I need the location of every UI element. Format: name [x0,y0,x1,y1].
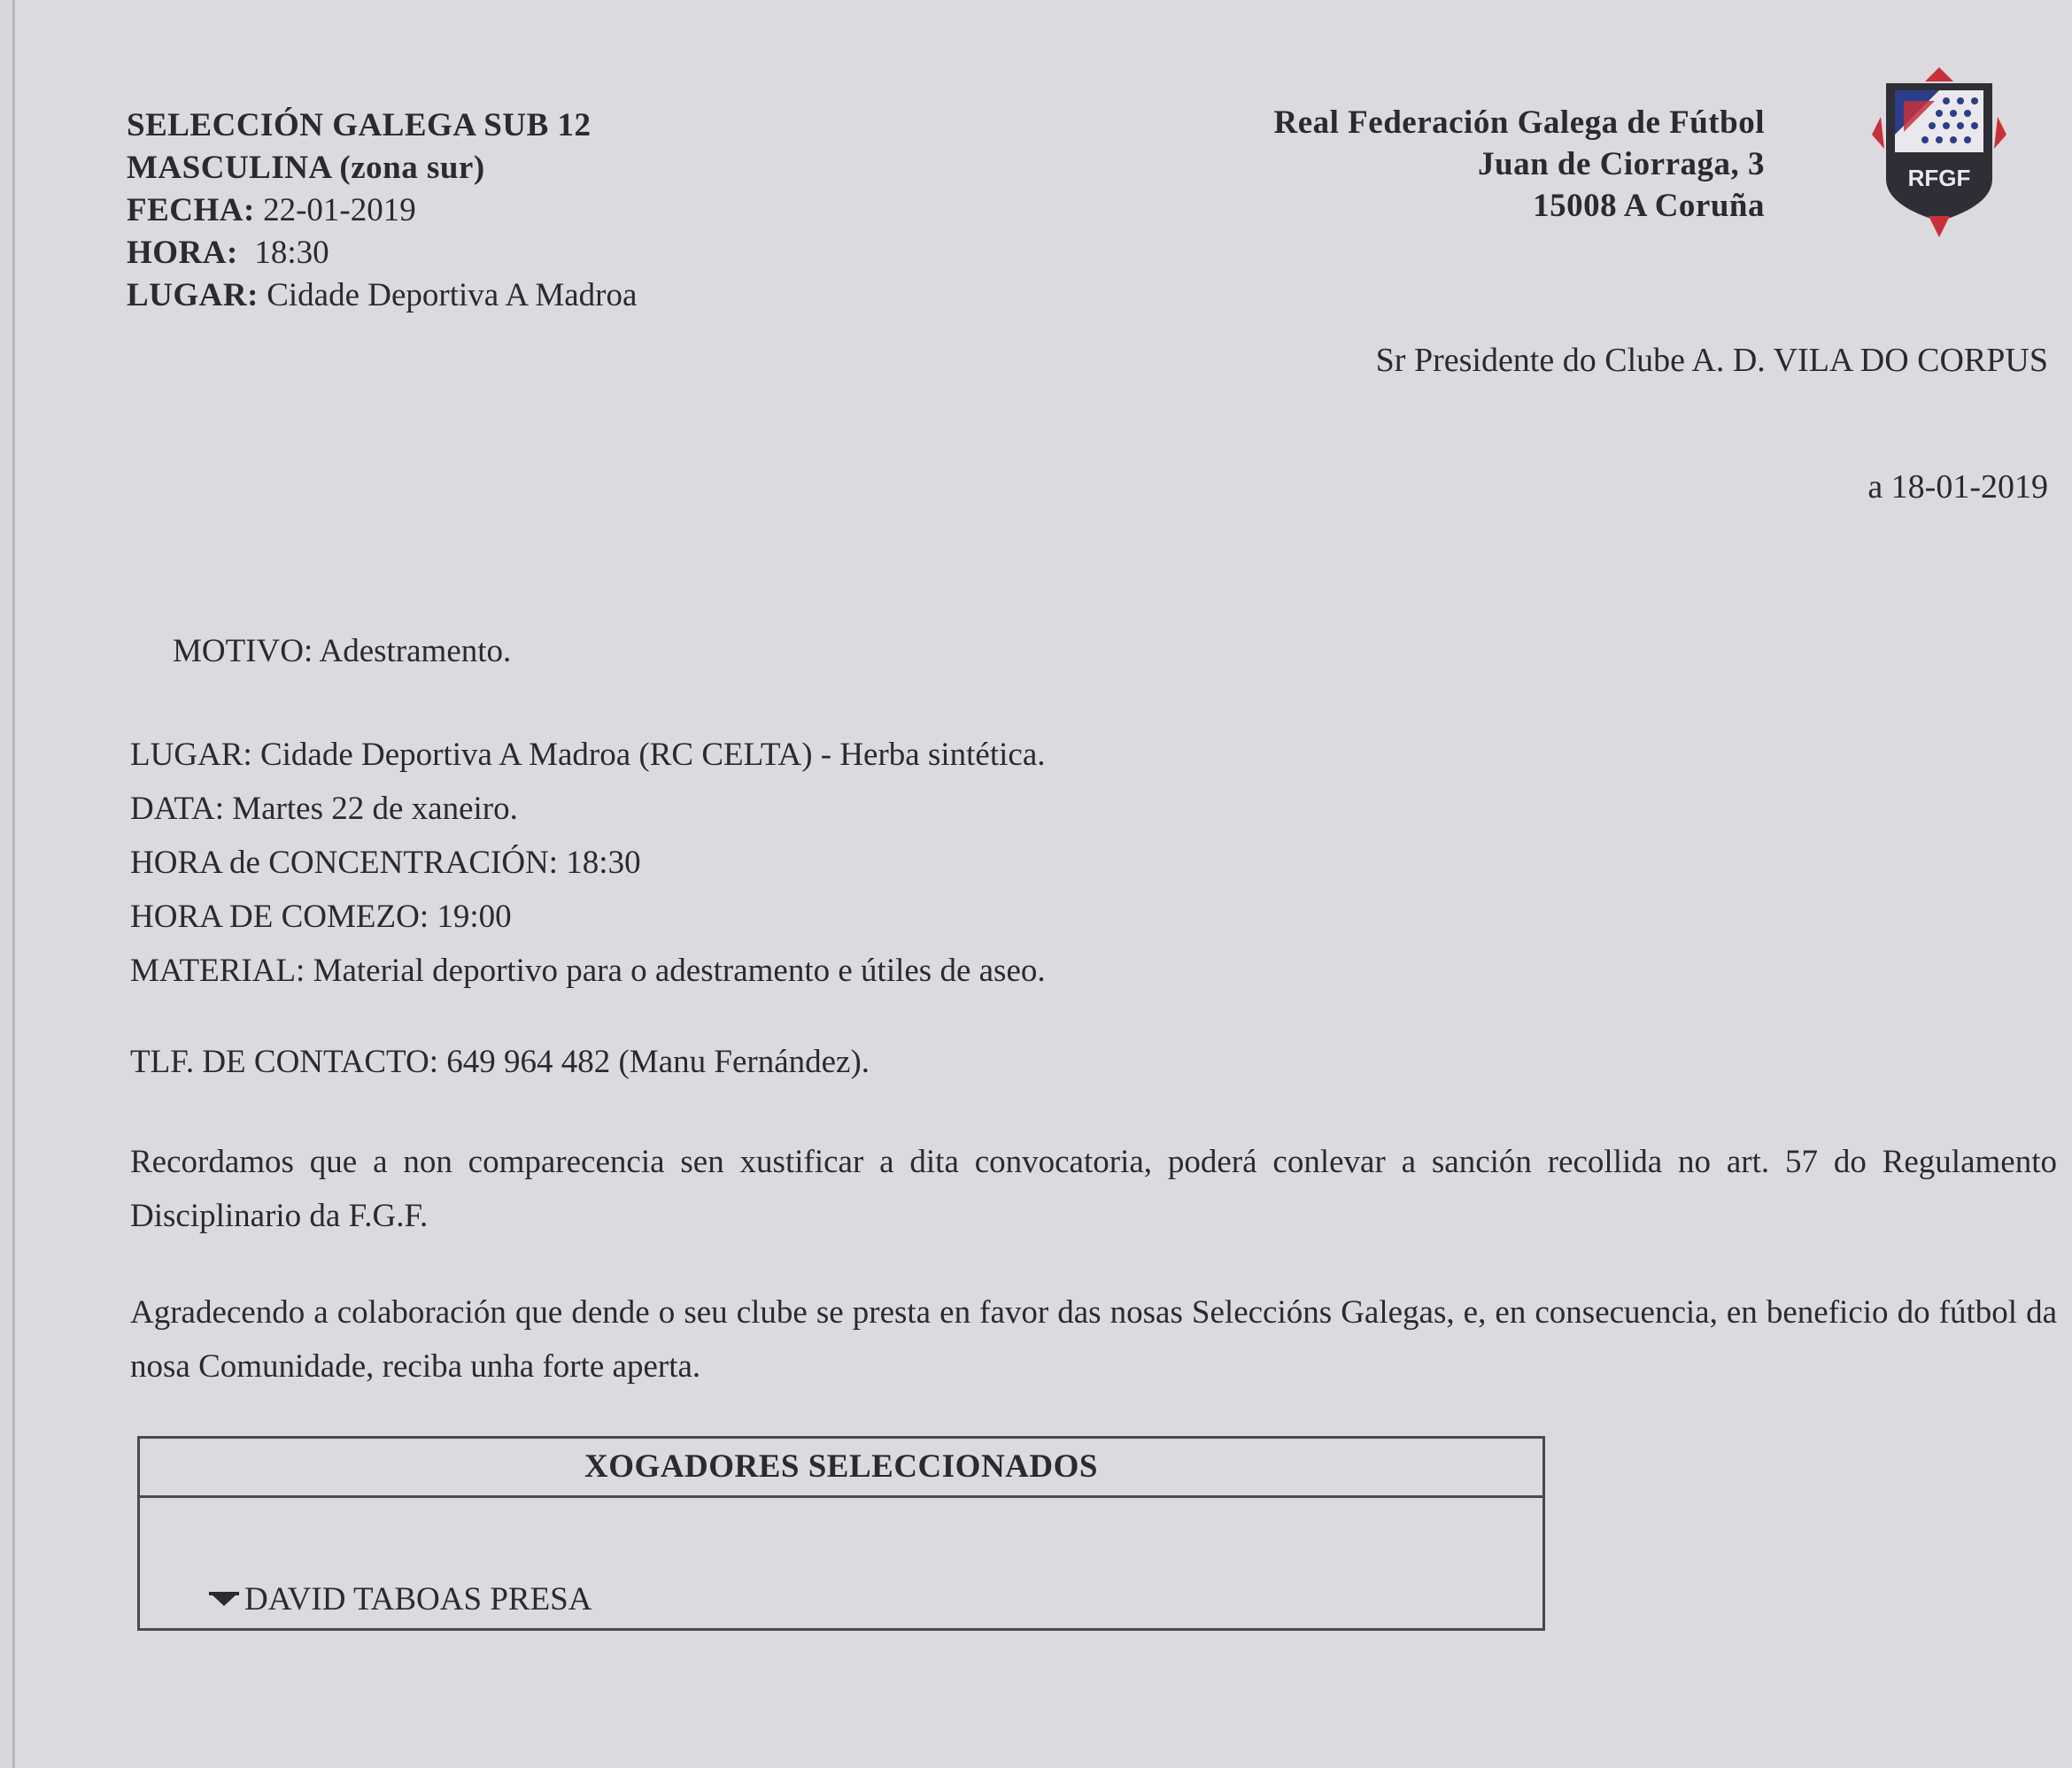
motivo-line: MOTIVO: Adestramento. [173,633,512,669]
lugar-label: LUGAR: [127,277,259,313]
recipient-line: Sr Presidente do Clube A. D. VILA DO CORPUS [1375,342,2048,379]
federation-name: Real Federación Galega de Fútbol [1273,104,1765,141]
logo-text: RFGF [1907,165,1971,191]
header-right [1274,102,1766,227]
detail-hora-concentracion: HORA de CONCENTRACIÓN: 18:30 [130,845,641,881]
player-list-item [209,1580,591,1622]
lugar-value: Cidade Deportiva A Madroa [267,277,638,313]
player-name: DAVID TABOAS PRESA [244,1581,592,1617]
detail-lugar: LUGAR: Cidade Deportiva A Madroa (RC CELTA) - Herba sintética. [130,737,1046,773]
rfgf-logo-icon [1868,64,2010,241]
event-details [130,728,1046,998]
document-page [12,0,2072,1768]
fecha-label: FECHA: [127,192,255,228]
hora-value: 18:30 [254,235,329,271]
thanks-paragraph: Agradecendo a colaboración que dende o seu clube se presta en favor das nosas Seleccións Galegas, e, en consecuencia, en beneficio do fútbol da nosa Comunidade, reciba unha forte aperta. [130,1294,2057,1385]
hora-label: HORA: [127,235,238,271]
arrow-bullet-icon [209,1583,244,1622]
fecha-value: 22-01-2019 [263,192,416,228]
selection-category: MASCULINA (zona sur) [127,150,485,186]
players-table [137,1436,1545,1631]
federation-street: Juan de Ciorraga, 3 [1478,146,1765,182]
letter-date: a 18-01-2019 [1867,468,2048,506]
detail-material: MATERIAL: Material deportivo para o adestramento e útiles de aseo. [130,953,1046,989]
header-left [127,104,637,317]
detail-data: DATA: Martes 22 de xaneiro. [130,791,518,827]
selection-title: SELECCIÓN GALEGA SUB 12 [127,107,591,143]
players-table-header: XOGADORES SELECCIONADOS [140,1439,1542,1498]
sanction-paragraph: Recordamos que a non comparecencia sen xustificar a dita convocatoria, poderá conlevar a sanción recollida no art. 57 do Regulamento Disciplinario da F.G.F. [130,1144,2057,1234]
contact-line: TLF. DE CONTACTO: 649 964 482 (Manu Fernández). [130,1044,870,1080]
detail-hora-comezo: HORA DE COMEZO: 19:00 [130,899,512,935]
federation-city: 15008 A Coruña [1533,188,1765,224]
